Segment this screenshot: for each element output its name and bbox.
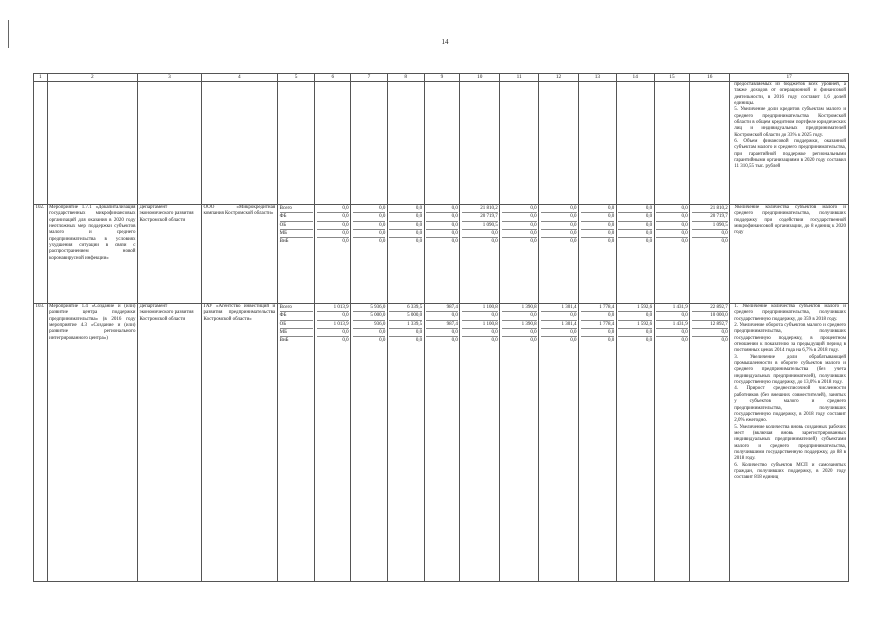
year-values xyxy=(616,304,654,582)
amount-value: 5 000,0 xyxy=(389,312,422,320)
header-cell: 8 xyxy=(387,74,424,82)
amount-value: 20 719,7 xyxy=(692,213,728,221)
amount-value: 0,0 xyxy=(426,213,458,221)
amount-value: 0,0 xyxy=(581,205,615,213)
amount-value: 0,0 xyxy=(317,312,349,320)
amount-value: 1 390,8 xyxy=(502,321,537,329)
amount-value: 0,0 xyxy=(721,239,728,245)
amount-value: 0,0 xyxy=(618,213,652,221)
amount-value: 0,0 xyxy=(491,239,498,245)
executor: Департамент экономического развития Костромской области xyxy=(137,205,201,304)
table-row-102 xyxy=(34,205,849,304)
amount-value: 0,0 xyxy=(681,338,688,344)
amount-value: 0,0 xyxy=(618,222,652,230)
amount-value: 0,0 xyxy=(426,230,458,238)
amount-value: 0,0 xyxy=(581,213,615,221)
amount-value: 0,0 xyxy=(502,205,537,213)
amount-value: 20 719,7 xyxy=(462,213,498,221)
amount-value: 0,0 xyxy=(462,312,498,320)
result-paragraph: предоставляемых из бюджетов всех уровней, а также доходов от операционной и финансовой деятельности, в 2016 году составит 1,6 долей единицы. xyxy=(734,82,846,107)
year-values xyxy=(654,205,690,304)
amount-value: 0,0 xyxy=(656,230,688,238)
expected-results-cell xyxy=(730,82,849,205)
header-cell: 9 xyxy=(424,74,460,82)
result-paragraph: 6. Объем финансовой поддержки, оказанной субъектам малого и среднего предпринимательства, при гарантийной поддержке региональными гарантийными организациями в 2020 году составил 11 310,55 тыс. рублей xyxy=(734,139,846,170)
source-label: ФБ xyxy=(280,312,313,320)
amount-value: 0,0 xyxy=(353,205,386,213)
amount-value: 0,0 xyxy=(721,338,728,344)
amount-value: 0,0 xyxy=(353,222,386,230)
amount-value: 0,0 xyxy=(317,230,349,238)
year-values xyxy=(460,304,500,582)
amount-value: 0,0 xyxy=(692,329,728,337)
amount-value: 0,0 xyxy=(581,329,615,337)
participant: ГАУ «Агентство инвестиций и развития предпринимательства Костромской области» xyxy=(202,304,278,582)
year-values xyxy=(424,304,460,582)
header-cell: 13 xyxy=(579,74,617,82)
result-paragraph: 4. Прирост среднесписочной численности работников (без внешних совместителей), занятых у субъектов малого и среднего предпринимательства, получивших государственную поддержку, в 2018 году составит 2,0% ежегодно. xyxy=(734,386,846,424)
amount-value: 1 100,8 xyxy=(462,304,498,312)
source-label: ВнБ xyxy=(279,338,289,344)
amount-value: 1 301,4 xyxy=(541,304,577,312)
header-cell: 15 xyxy=(654,74,690,82)
amount-value: 0,0 xyxy=(608,338,615,344)
amount-value: 0,0 xyxy=(502,329,537,337)
page-number: 14 xyxy=(441,38,449,46)
amount-value: 0,0 xyxy=(379,239,386,245)
amount-value: 0,0 xyxy=(389,205,422,213)
amount-value: 936,0 xyxy=(353,321,386,329)
amount-value: 0,0 xyxy=(656,222,688,230)
source-label: ФБ xyxy=(280,213,313,221)
amount-value: 1 592,6 xyxy=(618,321,652,329)
year-values xyxy=(351,205,388,304)
amount-value: 1 390,8 xyxy=(502,304,537,312)
amount-value: 0,0 xyxy=(353,230,386,238)
amount-value: 0,0 xyxy=(342,239,349,245)
header-cell: 6 xyxy=(315,74,351,82)
executor: Департамент экономического развития Костромской области xyxy=(137,304,201,582)
header-cell: 7 xyxy=(351,74,388,82)
amount-value: 0,0 xyxy=(656,312,688,320)
amount-value: 1 100,8 xyxy=(462,321,498,329)
amount-value: 0,0 xyxy=(451,338,458,344)
amount-value: 0,0 xyxy=(581,312,615,320)
amount-value: 0,0 xyxy=(317,213,349,221)
header-cell: 12 xyxy=(539,74,579,82)
amount-value: 0,0 xyxy=(541,213,577,221)
amount-value: 0,0 xyxy=(415,239,423,245)
amount-value: 0,0 xyxy=(317,205,349,213)
year-values xyxy=(539,304,579,582)
year-values xyxy=(539,205,579,304)
source-label: Всего xyxy=(280,205,313,213)
amount-value: 0,0 xyxy=(426,205,458,213)
amount-value: 987,4 xyxy=(426,321,458,329)
table-row-103 xyxy=(34,304,849,582)
result-paragraph: 5. Увеличение доли кредитов субъектам малого и среднего предпринимательства Костромской области в общем кредитном портфеле юридических лиц и индивидуальных предпринимателей Костромской области до 33% к 2025 году. xyxy=(734,107,846,138)
year-values xyxy=(500,304,539,582)
amount-value: 1 431,9 xyxy=(656,304,688,312)
source-label: ОБ xyxy=(280,321,313,329)
amount-value: 0,0 xyxy=(581,230,615,238)
amount-value: 0,0 xyxy=(581,222,615,230)
amount-value: 1 090,5 xyxy=(692,222,728,230)
source-label: ВнБ xyxy=(279,239,289,245)
amount-value: 0,0 xyxy=(426,312,458,320)
amount-value: 0,0 xyxy=(541,230,577,238)
amount-value: 0,0 xyxy=(618,230,652,238)
amount-value: 0,0 xyxy=(541,329,577,337)
amount-value: 21 810,2 xyxy=(692,205,728,213)
header-cell: 14 xyxy=(616,74,654,82)
amount-value: 0,0 xyxy=(379,338,386,344)
measure-name: Мероприятие 1.4 «Создание и (или) развитие центра поддержки предпринимательства» (в 2016 году мероприятие 4.3 «Создание и (или) развитие регионального интегрированного центра») xyxy=(47,304,137,582)
amount-value: 12 892,7 xyxy=(692,321,728,329)
year-values xyxy=(460,205,500,304)
amount-value: 0,0 xyxy=(426,222,458,230)
result-paragraph: 2. Увеличение оборота субъектов малого и среднего предпринимательства, получивших государственную поддержку, в процентном отношении к показателю за предыдущий период в постоянных ценах 2014 года на 6,7% в 2018 году. xyxy=(734,323,846,354)
participant: ООО «Микрокредитная компания Костромской области» xyxy=(202,205,278,304)
result-paragraph: 5. Увеличение количества вновь созданных рабочих мест (включая вновь зарегистрированных индивидуальных предпринимателей) субъектами малого и среднего предпринимательства, получившими государственную поддержку, до 88 в 2018 году. xyxy=(734,424,846,462)
year-values xyxy=(424,205,460,304)
header-row xyxy=(34,74,849,82)
amount-value: 1 592,6 xyxy=(618,304,652,312)
header-cell: 17 xyxy=(730,74,849,82)
amount-value: 0,0 xyxy=(656,213,688,221)
source-label: Всего xyxy=(280,304,313,312)
amount-value: 0,0 xyxy=(317,329,349,337)
amount-value: 0,0 xyxy=(570,338,577,344)
amount-value: 1 431,9 xyxy=(656,321,688,329)
amount-value: 0,0 xyxy=(462,230,498,238)
amount-value: 0,0 xyxy=(541,312,577,320)
amount-value: 6 339,5 xyxy=(389,304,422,312)
header-cell: 5 xyxy=(277,74,315,82)
year-values xyxy=(387,205,424,304)
amount-value: 0,0 xyxy=(389,329,422,337)
funding-sources xyxy=(277,304,315,582)
amount-value: 1 013,9 xyxy=(317,321,349,329)
amount-value: 0,0 xyxy=(681,239,688,245)
source-label: ОБ xyxy=(280,222,313,230)
amount-value: 0,0 xyxy=(426,329,458,337)
program-measures-table xyxy=(33,73,849,582)
header-cell: 3 xyxy=(137,74,201,82)
header-cell: 1 xyxy=(34,74,48,82)
header-cell: 11 xyxy=(500,74,539,82)
expected-results-cell xyxy=(730,304,849,582)
amount-value: 0,0 xyxy=(618,205,652,213)
amount-value: 21 810,2 xyxy=(462,205,498,213)
amount-value: 0,0 xyxy=(645,338,653,344)
header-cell: 16 xyxy=(690,74,730,82)
amount-value: 0,0 xyxy=(656,329,688,337)
total-values xyxy=(690,304,730,582)
amount-value: 0,0 xyxy=(491,338,498,344)
amount-value: 1 301,4 xyxy=(541,321,577,329)
amount-value: 1 778,4 xyxy=(581,321,615,329)
amount-value: 0,0 xyxy=(530,239,537,245)
amount-value: 0,0 xyxy=(656,205,688,213)
amount-value: 0,0 xyxy=(570,239,577,245)
result-paragraph: 1. Увеличение количества субъектов малого и среднего предпринимательства, получивших государственную поддержку, до 359 в 2018 году. xyxy=(734,304,846,322)
row-number: 102. xyxy=(34,205,48,304)
amount-value: 10 000,0 xyxy=(692,312,728,320)
amount-value: 0,0 xyxy=(389,222,422,230)
amount-value: 5 936,0 xyxy=(353,304,386,312)
result-paragraph: 6. Количество субъектов МСП и самозанятых граждан, получивших поддержку, в 2020 году составит 818 единиц xyxy=(734,462,846,481)
year-values xyxy=(315,304,351,582)
amount-value: 0,0 xyxy=(342,338,349,344)
amount-value: 0,0 xyxy=(502,230,537,238)
amount-value: 987,4 xyxy=(426,304,458,312)
amount-value: 0,0 xyxy=(645,239,653,245)
header-cell: 10 xyxy=(460,74,500,82)
amount-value: 1 013,9 xyxy=(317,304,349,312)
source-label: МБ xyxy=(280,329,313,337)
amount-value: 0,0 xyxy=(530,338,537,344)
year-values xyxy=(616,205,654,304)
table-row-continuation xyxy=(34,82,849,205)
year-values xyxy=(500,205,539,304)
year-values xyxy=(351,304,388,582)
header-cell: 2 xyxy=(47,74,137,82)
amount-value: 0,0 xyxy=(389,230,422,238)
amount-value: 0,0 xyxy=(451,239,458,245)
amount-value: 22 892,7 xyxy=(692,304,728,312)
amount-value: 0,0 xyxy=(502,312,537,320)
amount-value: 0,0 xyxy=(353,329,386,337)
amount-value: 0,0 xyxy=(353,213,386,221)
amount-value: 0,0 xyxy=(462,329,498,337)
result-paragraph: 3. Увеличение доли обрабатывающей промышленности в обороте субъектов малого и среднего предпринимательства (без учета индивидуальных предпринимателей), получивших государственную поддержку, до 13,0% в 2018 году. xyxy=(734,354,846,386)
amount-value: 0,0 xyxy=(415,338,423,344)
year-values xyxy=(315,205,351,304)
year-values xyxy=(579,304,617,582)
total-values xyxy=(690,205,730,304)
source-label: МБ xyxy=(280,230,313,238)
year-values xyxy=(387,304,424,582)
amount-value: 1 778,4 xyxy=(581,304,615,312)
amount-value: 0,0 xyxy=(541,205,577,213)
amount-value: 0,0 xyxy=(502,213,537,221)
amount-value: 0,0 xyxy=(618,329,652,337)
measure-name: Мероприятие 1.7.1 «Докапитализация государственных микрофинансовых организаций для оказания в 2020 году неотложных мер поддержки субъектов малого и среднего предпринимательства в условиях ухудшения ситуации в связи с распространением новой коронавирусной инфекции» xyxy=(47,205,137,304)
funding-sources xyxy=(277,205,315,304)
amount-value: 0,0 xyxy=(502,222,537,230)
amount-value: 0,0 xyxy=(618,312,652,320)
amount-value: 0,0 xyxy=(541,222,577,230)
amount-value: 0,0 xyxy=(389,213,422,221)
header-cell: 4 xyxy=(202,74,278,82)
row-number: 103. xyxy=(34,304,48,582)
amount-value: 0,0 xyxy=(317,222,349,230)
year-values xyxy=(579,205,617,304)
amount-value: 5 000,0 xyxy=(353,312,386,320)
expected-result: Увеличение количества субъектов малого и среднего предпринимательства, получивших поддержку при содействии государственной микрофинансовой организации, до 8 единиц к 2020 году xyxy=(730,205,849,304)
amount-value: 1 090,5 xyxy=(462,222,498,230)
year-values xyxy=(654,304,690,582)
amount-value: 0,0 xyxy=(608,239,615,245)
amount-value: 1 339,5 xyxy=(389,321,422,329)
amount-value: 0,0 xyxy=(692,230,728,238)
